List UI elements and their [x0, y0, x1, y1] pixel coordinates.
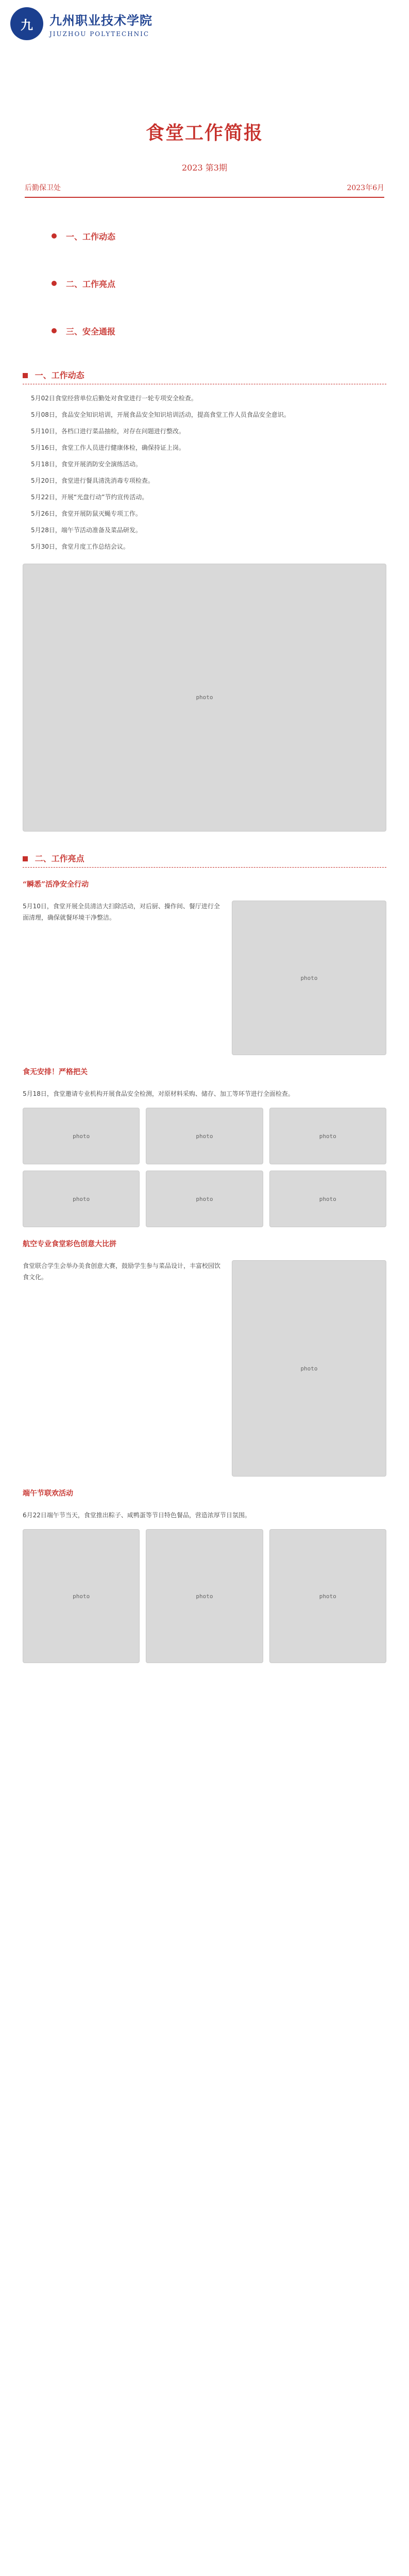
inspection-photo: photo — [23, 1171, 140, 1227]
dragonboat-photo-grid — [23, 1529, 386, 1663]
dragonboat-photo: photo — [23, 1529, 140, 1663]
logo-cn-text: 九州职业技术学院 — [49, 12, 152, 28]
inspection-text: 5月18日，食堂邀请专业机构开展食品安全检测，对原材料采购、储存、加工等环节进行全面检查。 — [23, 1090, 294, 1097]
list-item: 5月26日，食堂开展防鼠灭蝇专项工作。 — [31, 510, 142, 517]
subheading-inspection: 食无安排！严格把关 — [23, 1068, 88, 1076]
date-label: 2023年6月 — [347, 184, 384, 192]
inspection-photo: photo — [146, 1171, 263, 1227]
table-of-contents — [0, 212, 409, 354]
header — [0, 0, 409, 98]
section-heading-dynamics: 一、工作动态 — [23, 369, 386, 384]
list-item: 5月16日，食堂工作人员进行健康体检，确保持证上岗。 — [31, 444, 185, 451]
section-heading-highlights: 二、工作亮点 — [23, 852, 386, 868]
bullet-icon — [52, 328, 57, 333]
list-item: 5月30日，食堂月度工作总结会议。 — [31, 543, 129, 550]
list-item: 5月10日，各档口进行菜品抽检，对存在问题进行整改。 — [31, 428, 185, 435]
list-item: 5月28日，端午节活动准备及菜品研发。 — [31, 527, 142, 534]
list-item: 5月18日，食堂开展消防安全演练活动。 — [31, 461, 142, 468]
cleaning-text: 5月10日，食堂开展全员清洁大扫除活动，对后厨、操作间、餐厅进行全面清理，确保就餐环境干净整洁。 — [23, 903, 220, 921]
list-item: 5月02日食堂经营单位后勤处对食堂进行一轮专项安全检查。 — [31, 395, 197, 402]
cleaning-photos — [232, 901, 386, 1055]
toc-item-highlights[interactable] — [52, 260, 409, 307]
bullet-icon — [52, 281, 57, 286]
square-bullet-icon — [23, 373, 28, 378]
toc-item-label: 二、工作亮点 — [66, 279, 116, 289]
page-title: 食堂工作简报 — [145, 122, 263, 144]
inspection-photo: photo — [23, 1108, 140, 1164]
creative-photos — [232, 1260, 386, 1477]
list-item: 5月22日，开展“光盘行动”节约宣传活动。 — [31, 494, 148, 501]
college-seal-icon: 九 — [10, 7, 43, 40]
toc-item-label: 三、安全通报 — [66, 326, 116, 336]
cleaning-photo: photo — [232, 901, 386, 1055]
cleaning-block — [23, 901, 386, 1055]
logo-en-text: JIUZHOU POLYTECHNIC — [49, 30, 150, 38]
dynamics-photos — [23, 564, 386, 832]
header-divider — [25, 197, 384, 198]
college-logo — [10, 7, 152, 40]
toc-item-label: 一、工作动态 — [66, 231, 116, 242]
square-bullet-icon — [23, 856, 28, 861]
subheading-cleaning: “瞬悉”活净安全行动 — [23, 880, 89, 889]
bullet-icon — [52, 233, 57, 239]
dynamics-note — [23, 564, 386, 832]
department-label: 后勤保卫处 — [25, 184, 61, 192]
dragonboat-photo: photo — [146, 1529, 263, 1663]
dragonboat-text: 6月22日端午节当天，食堂推出粽子、咸鸭蛋等节日特色餐品，营造浓厚节日氛围。 — [23, 1512, 251, 1519]
inspection-photo: photo — [269, 1108, 386, 1164]
inspection-photo: photo — [146, 1108, 263, 1164]
list-item: 5月08日，食品安全知识培训，开展食品安全知识培训活动，提高食堂工作人员食品安全意识。 — [31, 411, 290, 418]
subheading-dragonboat: 端午节联欢活动 — [23, 1489, 73, 1498]
list-item: 5月20日，食堂进行餐具清洗消毒专项检查。 — [31, 477, 154, 484]
inspection-block — [23, 1088, 386, 1099]
inspection-photo-grid — [23, 1108, 386, 1227]
activity-photo: photo — [23, 564, 386, 832]
creative-photo: photo — [232, 1260, 386, 1477]
toc-item-safety[interactable] — [52, 307, 409, 354]
creative-text: 食堂联合学生会举办美食创意大赛，鼓励学生参与菜品设计，丰富校园饮食文化。 — [23, 1262, 221, 1281]
dragonboat-block — [23, 1510, 386, 1521]
issue-number: 2023 第3期 — [182, 163, 227, 173]
dynamics-list — [31, 393, 378, 552]
inspection-photo: photo — [269, 1171, 386, 1227]
dragonboat-photo: photo — [269, 1529, 386, 1663]
subheading-creative: 航空专业食堂彩色创意大比拼 — [23, 1240, 116, 1248]
meta-row — [0, 182, 409, 193]
creative-block — [23, 1260, 386, 1477]
toc-item-dynamics[interactable] — [52, 212, 409, 260]
